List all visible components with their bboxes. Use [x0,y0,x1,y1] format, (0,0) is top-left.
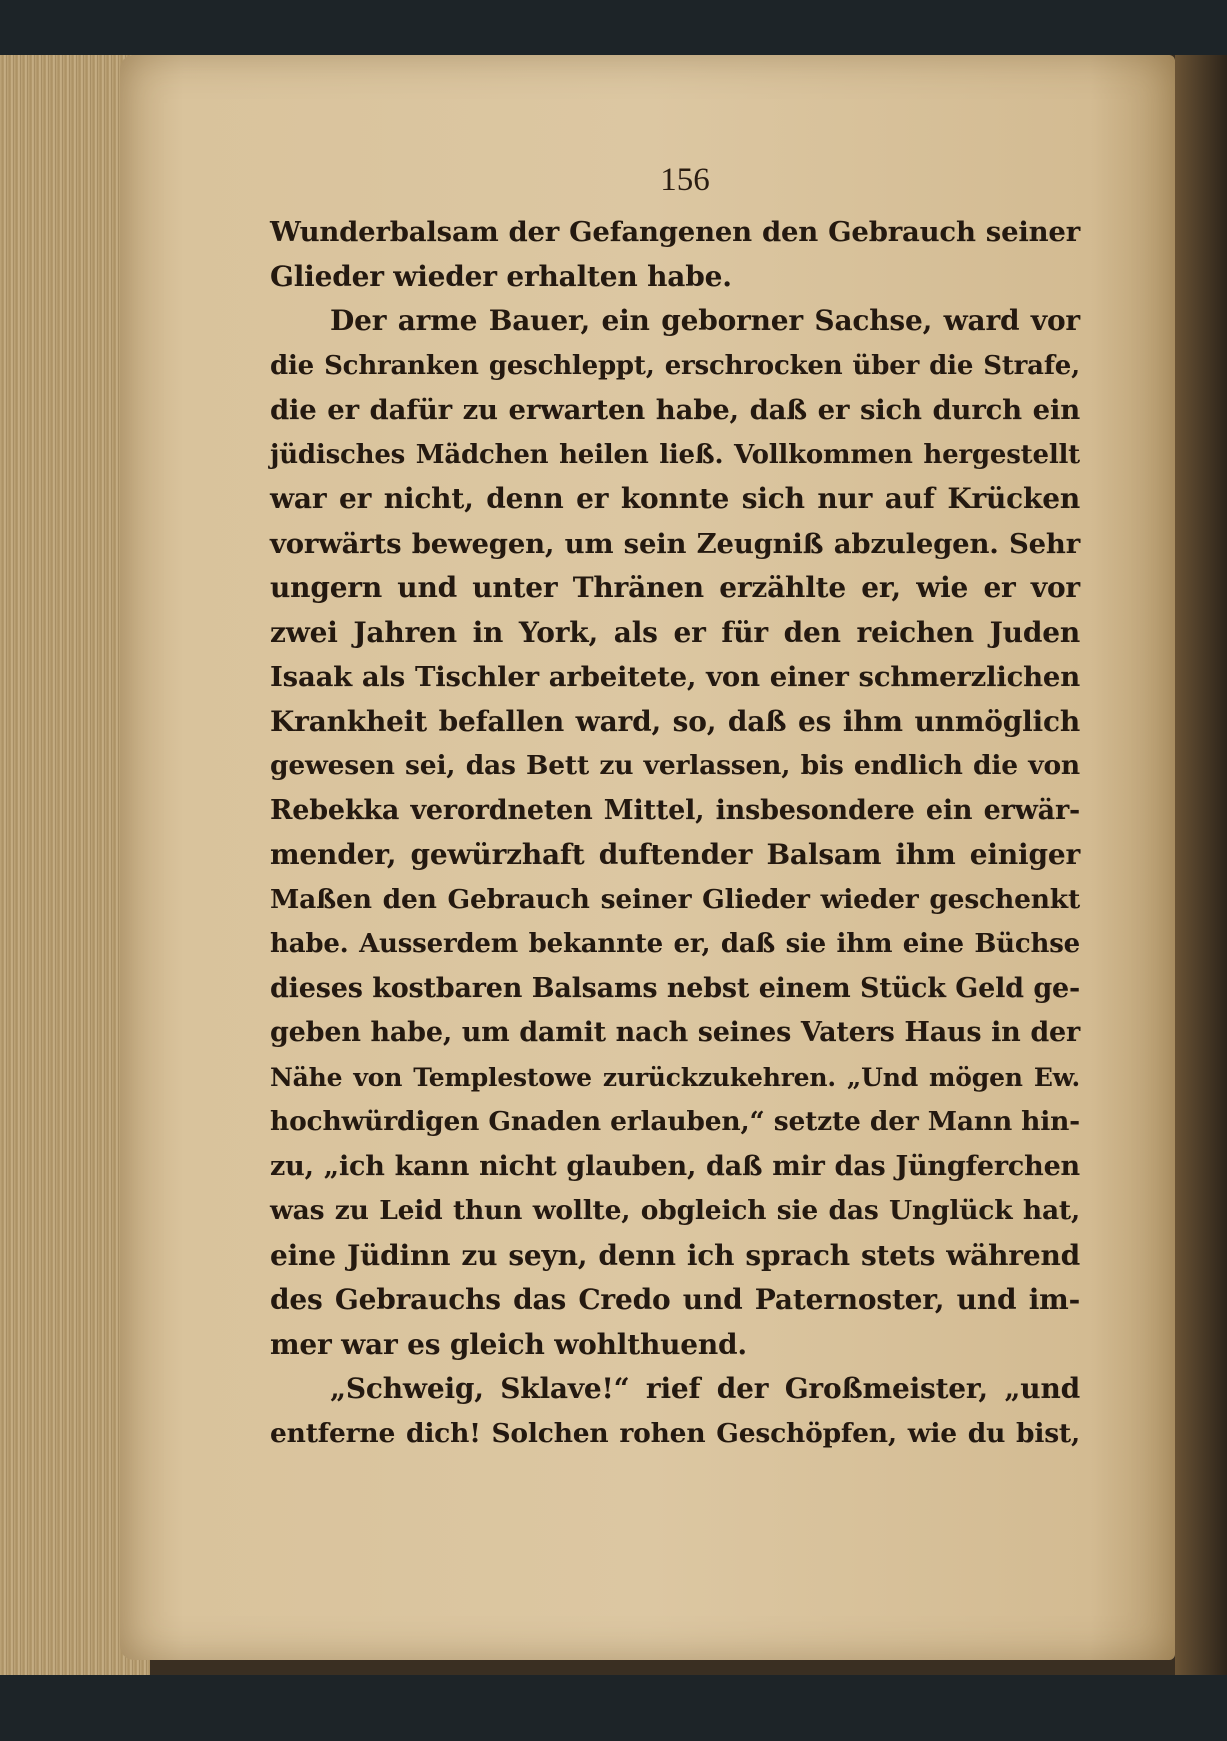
text-line: Isaak als Tischler arbeitete, von einer schmerzlichen [270,661,1080,693]
text-line: zu, „ich kann nicht glauben, daß mir das Jüngferchen [270,1150,1080,1182]
text-line: die Schranken geschleppt, erschrocken über die Strafe, [270,350,1080,381]
text-line: „Schweig, Sklave!“ rief der Großmeister, „und [330,1372,1080,1405]
text-line: Glieder wieder erhalten habe. [270,259,732,293]
text-line: habe. Ausserdem bekannte er, daß sie ihm eine Büchse [270,929,1080,959]
text-line: Rebekka verordneten Mittel, insbesondere ein erwär- [270,794,1080,826]
text-line: was zu Leid thun wollte, obgleich sie das Unglück hat, [270,1195,1080,1226]
text-line: Nähe von Templestowe zurückzukehren. „Und mögen Ew. [270,1062,1080,1092]
text-line: eine Jüdinn zu seyn, denn ich sprach stets während [270,1238,1080,1272]
page-number: 156 [660,162,710,198]
text-line: Maßen den Gebrauch seiner Glieder wieder geschenkt [270,883,1080,915]
text-line: mender, gewürzhaft duftender Balsam ihm einiger [270,838,1080,871]
text-line: Wunderbalsam der Gefangenen den Gebrauch seiner [270,216,1080,248]
text-line: zwei Jahren in York, als er für den reichen Juden [270,615,1080,649]
text-line: hochwürdigen Gnaden erlauben,“ setzte der Mann hin- [270,1106,1080,1137]
text-line: mer war es gleich wohlthuend. [270,1327,747,1361]
text-line: geben habe, um damit nach seines Vaters Haus in der [270,1017,1080,1048]
text-line: des Gebrauchs das Credo und Paternoster, und im- [270,1283,1080,1316]
body-text [270,210,1080,1456]
text-line: vorwärts bewegen, um sein Zeugniß abzulegen. Sehr [270,527,1080,560]
book-binding-edge [1175,55,1227,1675]
text-line: ungern und unter Thränen erzählte er, wie er vor [270,571,1080,604]
text-line: die er dafür zu erwarten habe, daß er sich durch ein [270,394,1080,426]
text-line: Krankheit befallen ward, so, daß es ihm unmöglich [270,704,1080,738]
text-line: dieses kostbaren Balsams nebst einem Stück Geld ge- [270,972,1080,1004]
text-line: entferne dich! Solchen rohen Geschöpfen, wie du bist, [270,1417,1080,1449]
text-line: gewesen sei, das Bett zu verlassen, bis endlich die von [270,750,1080,781]
text-line: jüdisches Mädchen heilen ließ. Vollkommen hergestellt [270,439,1080,470]
text-line: Der arme Bauer, ein geborner Sachse, ward vor [330,304,1080,337]
text-line: war er nicht, denn er konnte sich nur auf Krücken [270,482,1080,515]
